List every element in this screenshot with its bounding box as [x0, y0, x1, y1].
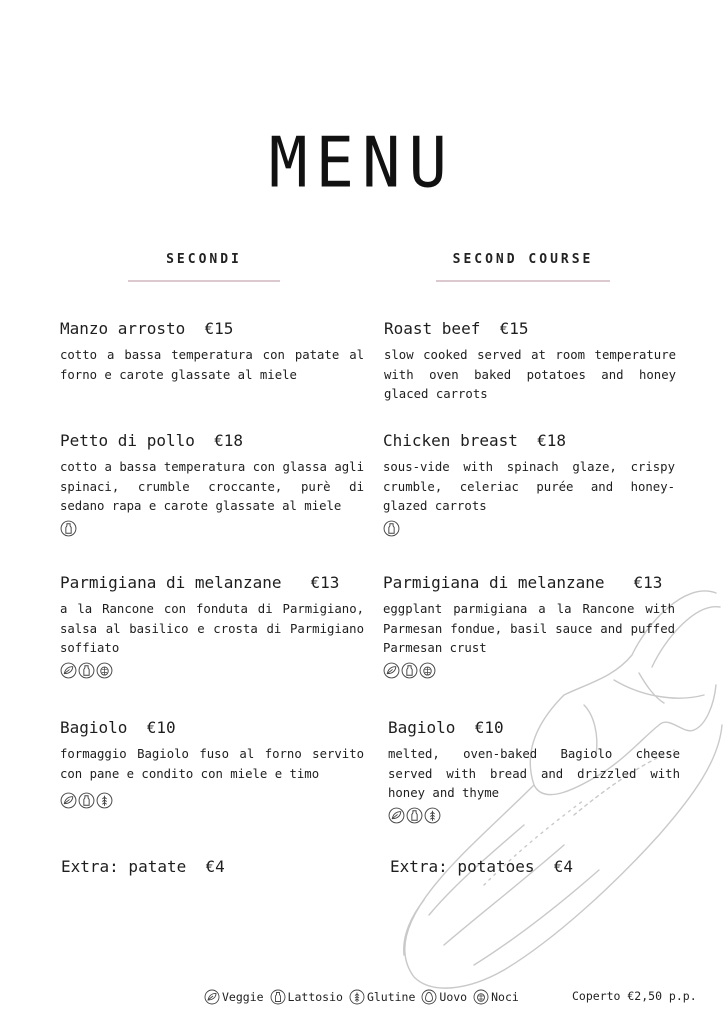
dish-chicken-breast	[383, 430, 675, 537]
dish-description: formaggio Bagiolo fuso al forno servito con pane e condito con miele e timo	[60, 747, 364, 781]
dish-petto-di-pollo	[60, 430, 364, 537]
milk-icon	[406, 807, 423, 824]
dish-parmigiana	[60, 572, 364, 679]
dish-description: cotto a bassa temperatura con glassa agli spinaci, crumble croccante, purè di sedano rapa e carote glassate al miele	[60, 460, 364, 514]
wheat-icon	[424, 807, 441, 824]
dish-roast-beef	[384, 318, 676, 405]
dish-bagiolo-en	[388, 717, 680, 824]
dish-name: Petto di pollo €18	[60, 431, 244, 450]
column-heading-secondi	[124, 252, 284, 282]
allergen-icons	[60, 792, 364, 809]
dish-name: Bagiolo €10	[60, 718, 176, 737]
dish-name: Parmigiana di melanzane €13	[60, 573, 340, 592]
leaf-icon	[383, 662, 400, 679]
allergen-icons	[383, 662, 675, 679]
legend-uovo	[421, 989, 467, 1005]
dish-name: Bagiolo €10	[388, 718, 504, 737]
dish-description: eggplant parmigiana a la Rancone with Parmesan fondue, basil sauce and puffed Parmesan crust	[383, 602, 675, 656]
legend-label: Uovo	[439, 990, 468, 1004]
legend-lattosio	[270, 989, 343, 1005]
wheat-icon	[349, 989, 365, 1005]
extra-patate: Extra: patate €4	[61, 857, 225, 876]
allergen-icons	[388, 807, 680, 824]
dish-description: cotto a bassa temperatura con patate al forno e carote glassate al miele	[60, 348, 364, 382]
allergen-legend	[204, 989, 525, 1005]
dish-name: Manzo arrosto €15	[60, 319, 234, 338]
dish-description: melted, oven-baked Bagiolo cheese served with bread and drizzled with honey and thyme	[388, 747, 680, 801]
milk-icon	[60, 520, 77, 537]
dish-description: sous-vide with spinach glaze, crispy crumble, celeriac purée and honey-glazed carrots	[383, 460, 675, 514]
egg-icon	[421, 989, 437, 1005]
leaf-icon	[60, 662, 77, 679]
dish-bagiolo	[60, 717, 364, 809]
legend-glutine	[349, 989, 415, 1005]
wheat-icon	[96, 792, 113, 809]
allergen-icons	[60, 662, 364, 679]
legend-label: Glutine	[366, 990, 416, 1004]
milk-icon	[78, 792, 95, 809]
milk-icon	[383, 520, 400, 537]
dish-description: a la Rancone con fonduta di Parmigiano, salsa al basilico e crosta di Parmigiano soffiato	[60, 602, 364, 656]
heading-underline	[436, 280, 610, 282]
leaf-icon	[204, 989, 220, 1005]
allergen-icons	[383, 520, 675, 537]
dish-name: Chicken breast €18	[383, 431, 567, 450]
allergen-icons	[60, 520, 364, 537]
dish-description: slow cooked served at room temperature with oven baked potatoes and honey glaced carrots	[384, 348, 676, 402]
column-heading-second-course	[447, 252, 599, 282]
legend-veggie	[204, 989, 264, 1005]
nut-icon	[473, 989, 489, 1005]
legend-noci	[473, 989, 519, 1005]
cover-charge: Coperto €2,50 p.p.	[572, 989, 697, 1003]
milk-icon	[270, 989, 286, 1005]
milk-icon	[401, 662, 418, 679]
legend-label: Noci	[491, 990, 519, 1004]
column-heading-label: SECOND COURSE	[452, 252, 594, 267]
leaf-icon	[388, 807, 405, 824]
dish-manzo-arrosto	[60, 318, 364, 385]
legend-label: Lattosio	[287, 990, 343, 1004]
nut-icon	[419, 662, 436, 679]
dish-name: Roast beef €15	[384, 319, 529, 338]
milk-icon	[78, 662, 95, 679]
column-heading-label: SECONDI	[166, 252, 242, 267]
dish-name: Parmigiana di melanzane €13	[383, 573, 663, 592]
dish-parmigiana-en	[383, 572, 675, 679]
leaf-icon	[60, 792, 77, 809]
page-title: MENU	[268, 124, 456, 204]
nut-icon	[96, 662, 113, 679]
extra-potatoes: Extra: potatoes €4	[390, 857, 574, 876]
legend-label: Veggie	[222, 990, 264, 1004]
heading-underline	[128, 280, 280, 282]
